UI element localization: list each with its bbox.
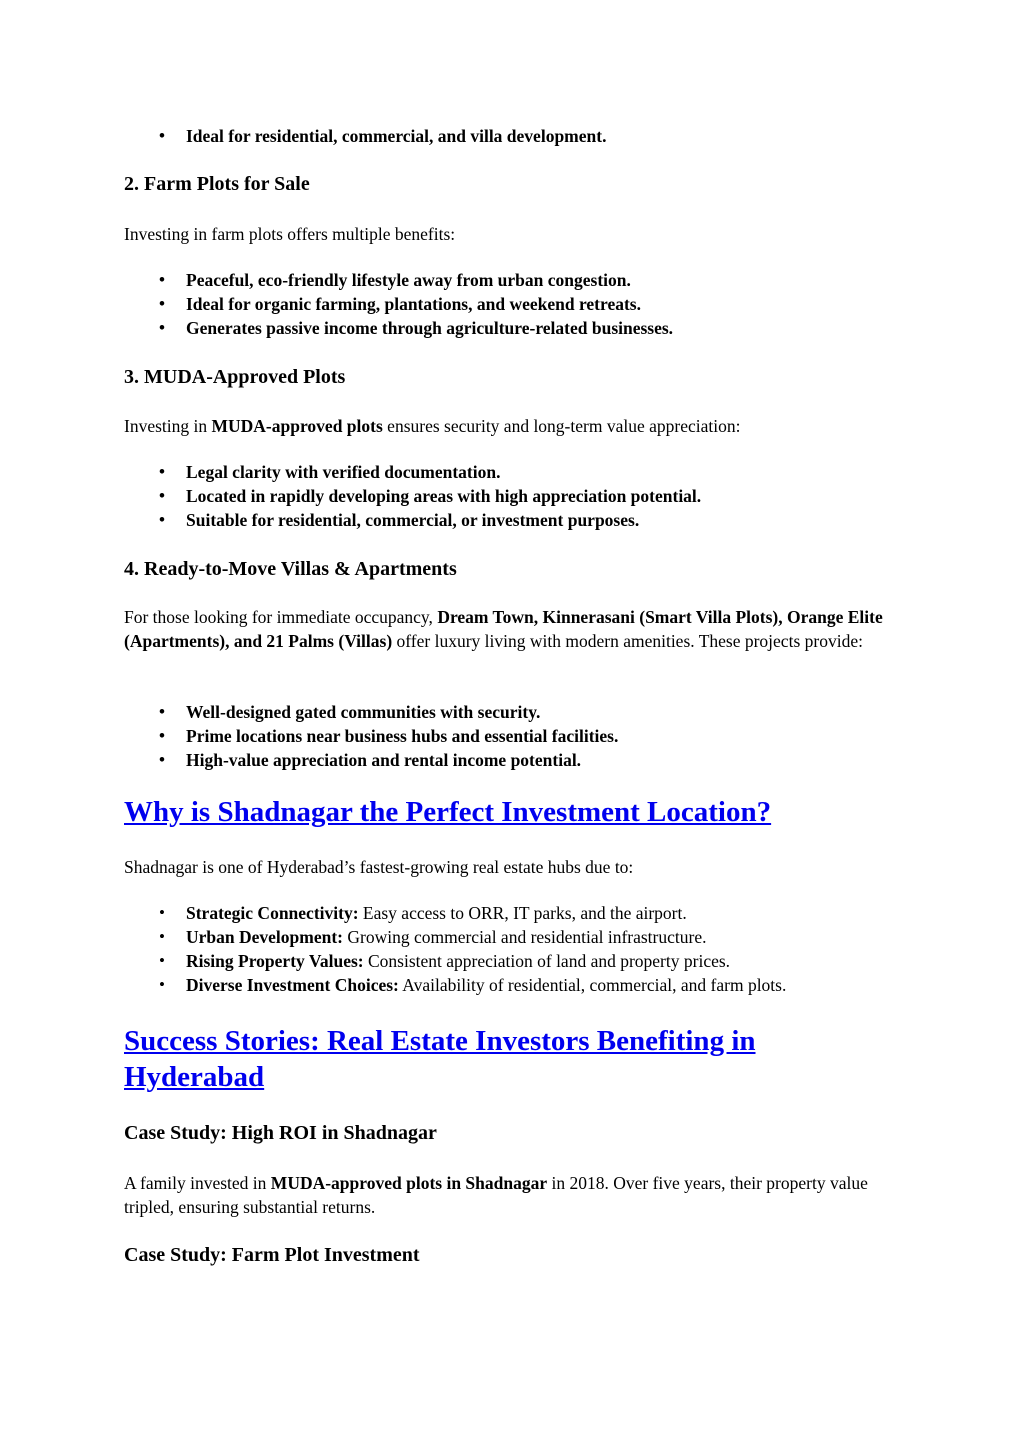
intro-emphasis: MUDA-approved plots: [211, 416, 383, 436]
item-text: Availability of residential, commercial, and farm plots.: [398, 975, 787, 995]
list-item: [186, 973, 966, 997]
ready-to-move-intro: [124, 605, 894, 653]
intro-text: offer luxury living with modern amenities. These projects provide:: [392, 631, 863, 651]
item-text: Growing commercial and residential infrastructure.: [343, 927, 707, 947]
success-stories-link[interactable]: Success Stories: Real Estate Investors Benefiting in Hyderabad: [124, 1025, 756, 1093]
item-label: Urban Development:: [186, 927, 343, 947]
list-item: • Prime locations near business hubs and essential facilities.: [186, 724, 966, 748]
farm-plots-intro: Investing in farm plots offers multiple benefits:: [124, 224, 456, 244]
ready-to-move-bullets: [124, 700, 966, 772]
intro-text: ensures security and long-term value appreciation:: [382, 416, 741, 436]
item-label: Rising Property Values:: [186, 951, 364, 971]
farm-plots-heading: 2. Farm Plots for Sale: [124, 173, 310, 195]
case-emphasis: MUDA-approved plots in Shadnagar: [270, 1173, 548, 1193]
list-item: • Generates passive income through agriculture-related businesses.: [186, 316, 966, 340]
item-label: Strategic Connectivity:: [186, 903, 359, 923]
item-text: Easy access to ORR, IT parks, and the airport.: [358, 903, 687, 923]
muda-plots-heading: 3. MUDA-Approved Plots: [124, 366, 346, 388]
case-study-farm-heading: Case Study: Farm Plot Investment: [124, 1244, 420, 1266]
list-item: • Ideal for residential, commercial, and villa development.: [186, 124, 966, 148]
list-item: • Peaceful, eco-friendly lifestyle away from urban congestion.: [186, 268, 966, 292]
intro-text: Investing in: [124, 416, 212, 436]
case-text: in 2018. Over five years, their property value tripled, ensuring substantial returns.: [124, 1173, 868, 1217]
list-item: • High-value appreciation and rental income potential.: [186, 748, 966, 772]
ready-to-move-heading: 4. Ready-to-Move Villas & Apartments: [124, 558, 457, 580]
success-stories-heading: [124, 1023, 824, 1095]
why-shadnagar-link[interactable]: Why is Shadnagar the Perfect Investment Location?: [124, 796, 772, 828]
why-shadnagar-heading: [124, 794, 904, 830]
list-item: • Located in rapidly developing areas with high appreciation potential.: [186, 484, 966, 508]
intro-emphasis: Dream Town, Kinnerasani (Smart Villa Plots), Orange Elite (Apartments), and 21 Palms (Villas): [124, 607, 883, 651]
list-item: • Legal clarity with verified documentation.: [186, 460, 966, 484]
list-item: • Ideal for organic farming, plantations, and weekend retreats.: [186, 292, 966, 316]
muda-plots-bullets: [124, 460, 966, 532]
list-item: [186, 949, 966, 973]
case-text: A family invested in: [124, 1173, 271, 1193]
case-study-roi-text: [124, 1171, 894, 1219]
list-item: • Suitable for residential, commercial, or investment purposes.: [186, 508, 966, 532]
list-item: • Well-designed gated communities with security.: [186, 700, 966, 724]
case-study-roi-heading: Case Study: High ROI in Shadnagar: [124, 1122, 437, 1144]
list-item: [186, 901, 966, 925]
intro-text: For those looking for immediate occupancy,: [124, 607, 438, 627]
item-text: Consistent appreciation of land and property prices.: [363, 951, 731, 971]
intro-bullet-list: [124, 124, 966, 148]
farm-plots-bullets: [124, 268, 966, 340]
muda-plots-intro: [124, 414, 904, 438]
item-label: Diverse Investment Choices:: [186, 975, 399, 995]
list-item: [186, 925, 966, 949]
why-shadnagar-list: [124, 901, 966, 997]
why-shadnagar-intro: Shadnagar is one of Hyderabad’s fastest-growing real estate hubs due to:: [124, 857, 634, 877]
